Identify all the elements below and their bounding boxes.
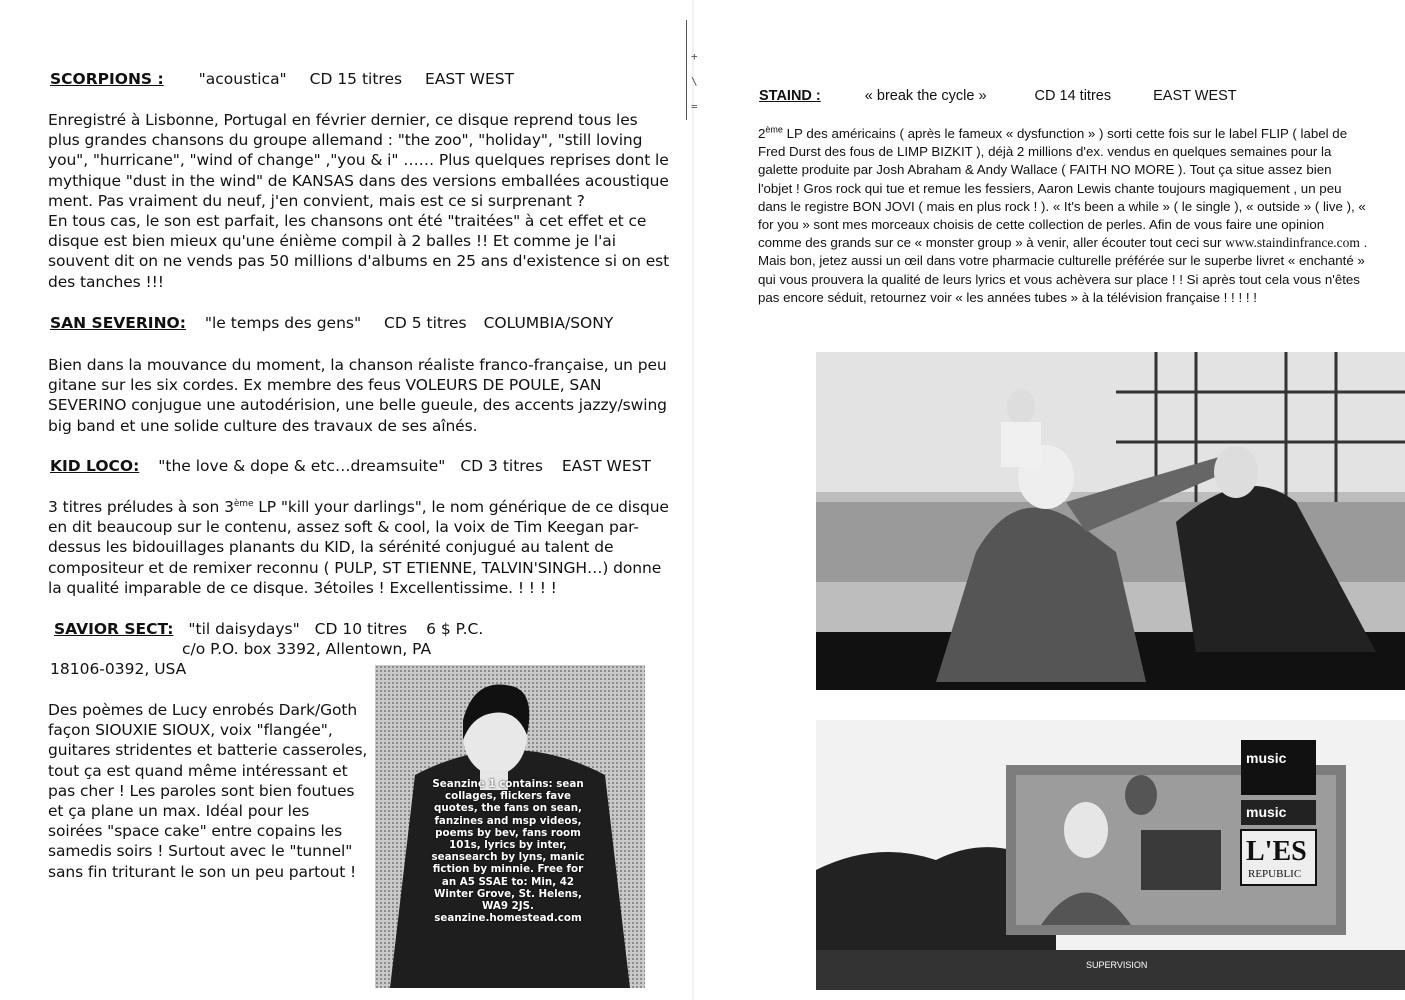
record-label: COLUMBIA/SONY xyxy=(483,314,614,332)
record-label: EAST WEST xyxy=(1153,88,1237,104)
staind-review: 2ème LP des américains ( après le fameux « dysfunction » ) sorti cette fois sur le label FLIP ( label de Fred Durst des fous de LIMP BIZKIT ), déjà 2 millions d'ex. vendus en quelques semaines pour la galette produite par Josh Abraham & Andy Wallace ( FAITH NO MORE ). Tout ça situe assez bien l'objet ! Gros rock qui tue et remue les fessiers, Aaron Lewis chante toujours magiquement , un peu dans le registre BON JOVI ( mais en plus rock ! ). « It's been a while » ( le single ), « outside » ( live ), « for you » sont mes morceaux choisis de cette collection de perles. Afin de vous faire une opinion comme des grands sur ce « monster group » à venir, aller écouter tout ceci sur www.staindinfrance.com . Mais bon, jetez aussi un œil dans votre pharmacie culturelle préférée sur le superbe livret « enchanté » qui vous prouvera la qualité de leurs lyrics et vous achèvera sur place ! ! Si après tout cela vous n'êtes pas encore séduit, retournez voir « les années tubes » à la télévision française ! ! ! ! ! xyxy=(758,124,1368,305)
newspaper-sign: L'ES xyxy=(1246,836,1307,867)
album-format: CD 5 titres xyxy=(384,314,467,332)
review-title: KID LOCO: xyxy=(50,457,140,475)
album-format: CD 15 titres xyxy=(309,70,403,88)
staind-header xyxy=(759,88,1237,104)
contact-address: c/o P.O. box 3392, Allentown, PA xyxy=(182,640,432,658)
concert-photo-screen xyxy=(816,720,1405,990)
album-title: "til daisydays" xyxy=(188,620,300,638)
album-format: CD 14 titres xyxy=(1034,88,1112,104)
review-title: STAIND : xyxy=(759,88,821,104)
contact-zip: 18106-0392, USA xyxy=(50,660,187,678)
album-format: CD 3 titres xyxy=(460,457,543,475)
sponsor-sign: music xyxy=(1246,804,1287,820)
review-title: SAVIOR SECT: xyxy=(54,620,174,638)
album-title: "the love & dope & etc…dreamsuite" xyxy=(158,457,446,475)
kid-loco-header xyxy=(50,457,651,475)
record-label: EAST WEST xyxy=(561,457,651,475)
crop-mark: + \ = xyxy=(686,20,707,120)
record-label: EAST WEST xyxy=(425,70,515,88)
left-page xyxy=(0,0,690,1000)
kid-loco-review: 3 titres préludes à son 3ème LP "kill your darlings", le nom générique de ce disque en dit beaucoup sur le contenu, assez soft & cool, la voix de Tim Keegan par-dessus les bidouillages planants du KID, la sérénité conjugué au talent de compositeur et de remixer reconnu ( PULP, ST ETIENNE, TALVIN'SINGH…) donne la qualité imparable de ce disque. 3étoiles ! Excellentissime. ! ! ! ! xyxy=(48,498,669,597)
review-title: SAN SEVERINO: xyxy=(50,314,186,332)
page-fold xyxy=(692,0,694,1000)
san-severino-review: Bien dans la mouvance du moment, la chanson réaliste franco-française, un peu gitane sur les six cordes. Ex membre des feus VOLEURS DE POULE, SAN SEVERINO conjugue une autodérision, une belle gueule, des accents jazzy/swing big band et une solide culture des travaux de ses aînés. xyxy=(48,356,667,435)
savior-sect-review: Des poèmes de Lucy enrobés Dark/Goth façon SIOUXIE SIOUX, voix "flangée", guitares stridentes et batterie casseroles, tout ça est quand même intéressant et pas cher ! Les paroles sont bien foutues et ça plane un max. Idéal pour les soirées "space cake" entre copains les samedis soirs ! Surtout avec le "tunnel" sans fin triturant le son un peu partout ! xyxy=(48,701,368,881)
san-severino-header xyxy=(50,314,613,332)
sponsor-sign: music xyxy=(1246,750,1287,766)
album-title: « break the cycle » xyxy=(864,88,987,104)
album-title: "acoustica" xyxy=(198,70,287,88)
album-format: CD 10 titres xyxy=(314,620,408,638)
newspaper-sign-sub: REPUBLIC xyxy=(1248,868,1302,880)
album-title: "le temps des gens" xyxy=(204,314,362,332)
concert-photo-stage xyxy=(816,352,1405,690)
savior-sect-header xyxy=(54,620,483,638)
scorpions-review: Enregistré à Lisbonne, Portugal en février dernier, ce disque reprend tous les plus grandes chansons du groupe allemand : "the zoo", "holiday", "still loving you", "hurricane", "wind of change" ,"you & i" …… Plus quelques reprises dont le mythique "dust in the wind" de KANSAS dans des versions emballées acoustique ment. Pas vraiment du neuf, j'en convient, mais est ce si surprenant ? En tous cas, le son est parfait, les chansons ont été "traitées" à cet effet et ce disque est bien mieux qu'une énième compil à 2 balles !! Et comme je l'ai souvent dit on ne vends pas 50 millions d'albums en 25 ans d'existence si on est des tanches !!! xyxy=(48,111,670,291)
price: 6 $ P.C. xyxy=(426,620,484,638)
right-page xyxy=(700,0,1405,1000)
review-title: SCORPIONS : xyxy=(50,70,164,88)
website-link: www.staindinfrance.com xyxy=(1225,235,1360,251)
seanzine-ad-caption: Seanzine 1 contains: sean collages, flickers fave quotes, the fans on sean, fanzines and msp videos, poems by bev, fans room 101s, lyrics by inter, seansearch by lyns, manic fiction by minnie. Free for an A5 SSAE to: Min, 42 Winter Grove, St. Helens, WA9 2JS. seanzine.homestead.com xyxy=(431,778,585,925)
scorpions-header xyxy=(50,70,514,88)
stage-banner: SUPERVISION xyxy=(1086,960,1148,970)
